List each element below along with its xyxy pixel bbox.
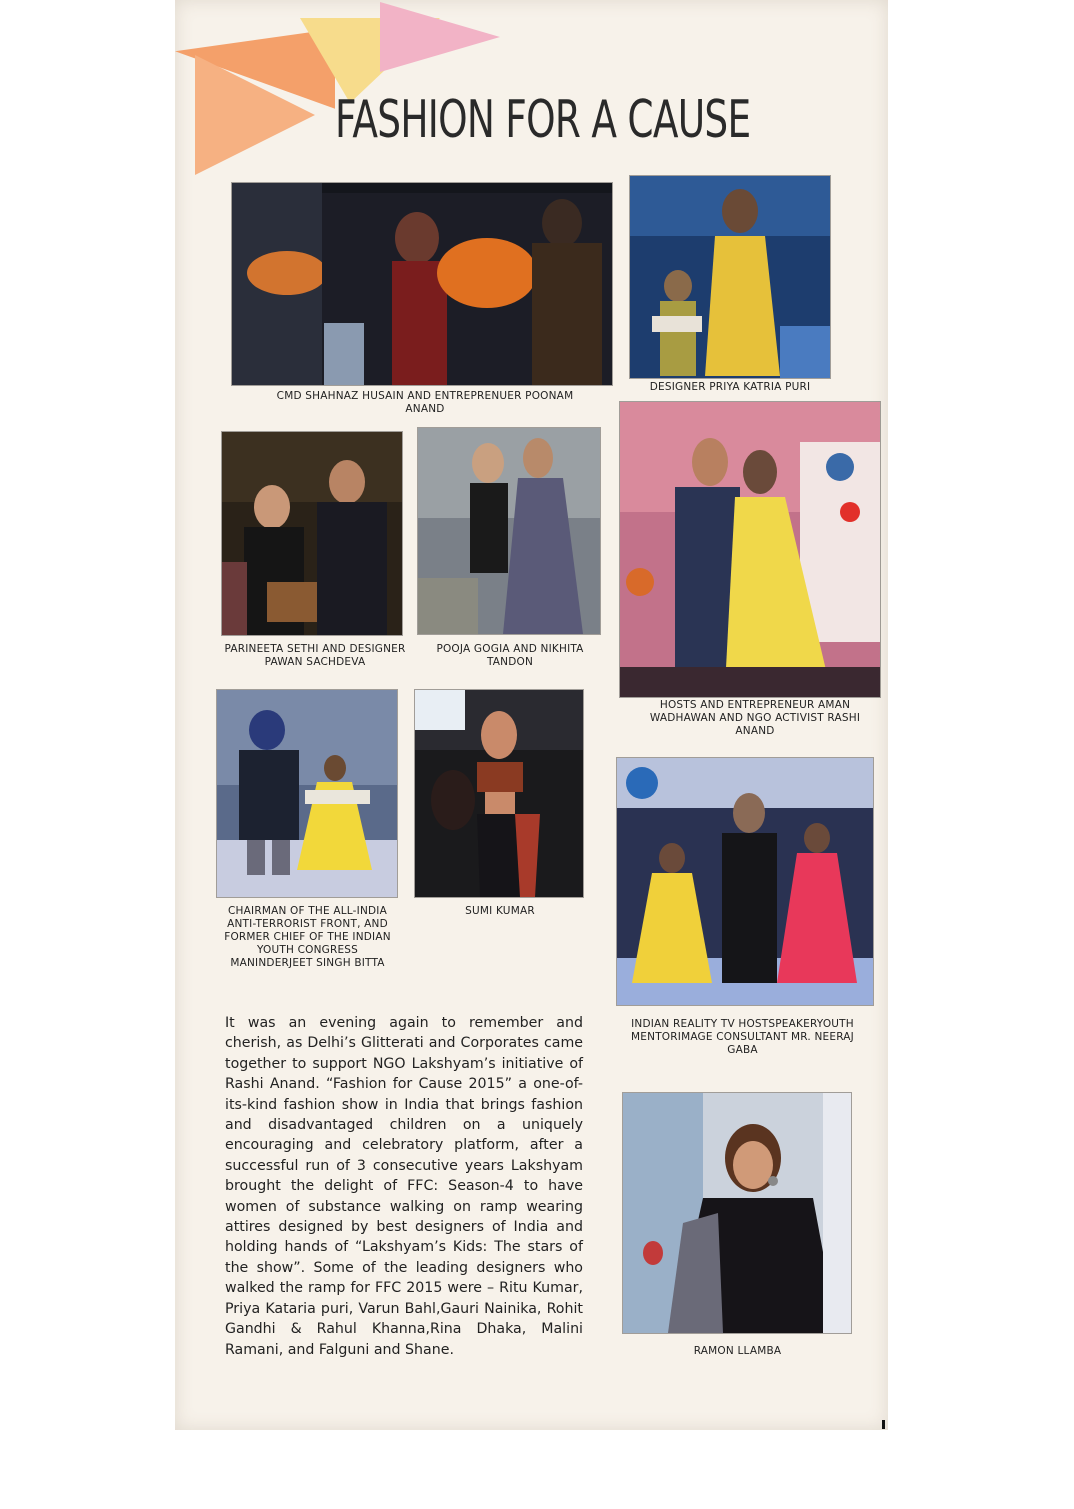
article-body: It was an evening again to remember and cherish, as Delhi’s Glitterati and Corporates came together to support NGO Lakshyam’s initiative of Rashi Anand. “Fashion for Cause 2015” a one-of-its-kind fashion show in India that brings fashion and disadvantaged children on a uniquely encouraging and celebratory platform, after a successful run of 3 consecutive years Lakshyam brought the delight of FFC: Season-4 to have women of substance walking on ramp wearing attires designed by best designers of India and holding hands of “Lakshyam’s Kids: The stars of the show”. Some of the leading designers who walked the ramp for FFC 2015 were – Ritu Kumar, Priya Kataria puri, Varun Bahl,Gauri Nainika, Rohit Gandhi & Rahul Khanna,Rina Dhaka, Malini Ramani, and Falguni and Shane.	[225, 1015, 583, 1358]
caption-photo-8: INDIAN REALITY TV HOSTSPEAKERYOUTH MENTORIMAGE CONSULTANT MR. NEERAJ GABA	[631, 1018, 854, 1056]
caption-photo-5: HOSTS AND ENTREPRENEUR AMAN WADHAWAN AND NGO ACTIVIST RASHI ANAND	[649, 699, 861, 737]
photo-priya-katria-puri	[630, 176, 830, 378]
decor-triangle-orange-lower	[195, 55, 315, 175]
caption-photo-3: PARINEETA SETHI AND DESIGNER PAWAN SACHDEVA	[224, 643, 406, 668]
photo-sumi-kumar	[415, 690, 583, 897]
caption-photo-1: CMD SHAHNAZ HUSAIN AND ENTREPRENUER POONAM ANAND	[276, 390, 574, 415]
photo-neeraj-gaba	[617, 758, 873, 1005]
caption-photo-9: RAMON LLAMBA	[693, 1345, 782, 1357]
caption-photo-4: POOJA GOGIA AND NIKHITA TANDON	[436, 643, 584, 668]
caption-photo-6: CHAIRMAN OF THE ALL-INDIA ANTI-TERRORIST FRONT, AND FORMER CHIEF OF THE INDIAN YOUTH CONGRESS MANINDERJEET SINGH BITTA	[224, 905, 391, 969]
photo-aman-rashi	[620, 402, 880, 697]
photo-parineeta-pawan	[222, 432, 402, 635]
caption-photo-7: SUMI KUMAR	[465, 905, 535, 917]
page-mark	[882, 1420, 885, 1429]
photo-shahnaz-poonam	[232, 183, 612, 385]
decor-triangle-pink	[380, 2, 500, 72]
photo-pooja-nikhita	[418, 428, 600, 634]
magazine-page	[175, 0, 888, 1430]
photo-ramon-llamba	[623, 1093, 851, 1333]
photo-maninderjeet-bitta	[217, 690, 397, 897]
article-title: FASHION FOR A CAUSE	[335, 90, 751, 150]
caption-photo-2: DESIGNER PRIYA KATRIA PURI	[649, 381, 811, 393]
